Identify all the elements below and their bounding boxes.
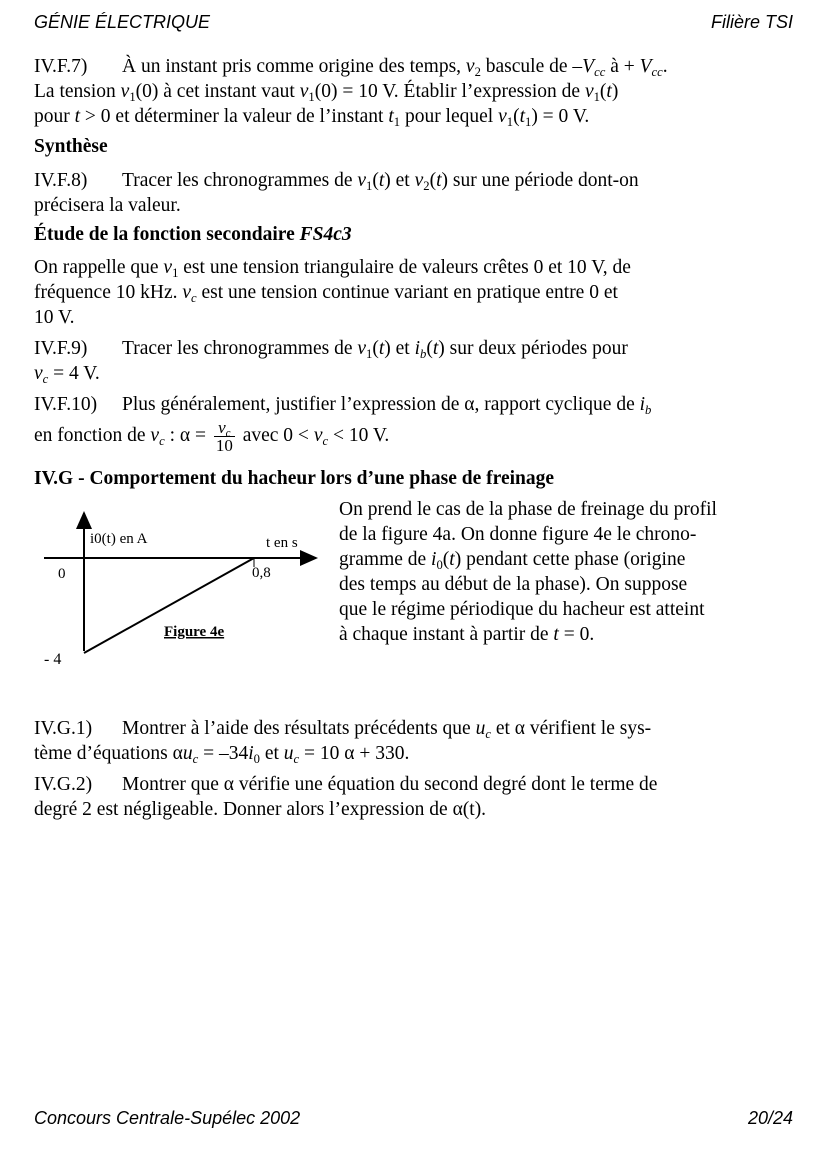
question-number: IV.F.7): [34, 56, 88, 77]
line: pour t > 0 et déterminer la valeur de l’instant $t_1$ pour lequel $v_1(t_1) = 0$ V.: [34, 106, 590, 129]
header-filiere: Filière TSI: [710, 12, 793, 32]
question-number: IV.F.9): [34, 338, 88, 359]
question-IVF7: [34, 54, 792, 129]
figure-4e: [34, 505, 334, 680]
line: $v_c = 4$ V.: [34, 363, 100, 386]
heading-synthese: Synthèse: [34, 136, 108, 157]
line: que le régime périodique du hacheur est atteint: [339, 599, 705, 620]
header-subject: GÉNIE ÉLECTRIQUE: [34, 12, 211, 32]
question-IVF9: [34, 336, 792, 386]
footer-exam: Concours Centrale-Supélec 2002: [34, 1108, 301, 1128]
heading-IVG: IV.G - Comportement du hacheur lors d’une phase de freinage: [34, 468, 555, 489]
line: à chaque instant à partir de t = 0.: [339, 624, 595, 645]
figure-caption: Figure 4e: [164, 624, 225, 640]
question-number: IV.G.1): [34, 718, 93, 739]
question-number: IV.F.10): [34, 394, 98, 415]
line: gramme de $i_0(t)$ pendant cette phase (origine: [339, 549, 686, 572]
paragraph-rappel: [34, 255, 792, 330]
tick-label-zero: 0: [58, 566, 66, 582]
line: de la figure 4a. On donne figure 4e le chrono-: [339, 524, 697, 545]
line: La tension $v_1(0)$ à cet instant vaut $v_1(0) = 10$ V. Établir l’expression de $v_1(t)$: [34, 81, 619, 104]
line: en fonction de $v_c$ : α = $\frac{v_c}{10}$ avec $0 < v_c < 10$ V.: [34, 418, 390, 456]
figure-side-text: [339, 497, 792, 647]
y-axis-label: i0(t) en A: [90, 531, 148, 547]
fraction: $\frac{v_c}{10}$: [215, 418, 233, 456]
line: IV.F.7) À un instant pris comme origine des temps, $v_2$ bascule de $-V_{cc}$ à + $V_{cc}$.: [34, 56, 668, 79]
line: On prend le cas de la phase de freinage du profil: [339, 499, 717, 520]
line: On rappelle que $v_1$ est une tension triangulaire de valeurs crêtes 0 et 10 V, de: [34, 257, 631, 280]
tick-label-minus4: - 4: [44, 651, 62, 668]
line: des temps au début de la phase). On suppose: [339, 574, 688, 595]
line: IV.F.10) Plus généralement, justifier l’expression de α, rapport cyclique de $i_b$: [34, 394, 652, 417]
line: IV.G.2) Montrer que α vérifie une équation du second degré dont le terme de: [34, 774, 658, 795]
question-number: IV.F.8): [34, 170, 88, 191]
question-IVF10: [34, 392, 792, 455]
line: tème d’équations $\alpha u_c = -34i_0$ et $u_c = 10$ α + 330.: [34, 743, 410, 766]
line: précisera la valeur.: [34, 195, 181, 216]
line: fréquence 10 kHz. $v_c$ est une tension continue variant en pratique entre 0 et: [34, 282, 618, 305]
line: IV.F.9) Tracer les chronogrammes de $v_1(t)$ et $i_b(t)$ sur deux périodes pour: [34, 338, 628, 361]
line: 10 V.: [34, 307, 75, 328]
line: IV.G.1) Montrer à l’aide des résultats précédents que $u_c$ et α vérifient le sys-: [34, 718, 652, 741]
line: IV.F.8) Tracer les chronogrammes de $v_1(t)$ et $v_2(t)$ sur une période dont-on: [34, 170, 639, 193]
question-IVG1: [34, 716, 792, 766]
figure-4e-chart: [34, 505, 334, 680]
heading-etude: Étude de la fonction secondaire FS4c3: [34, 224, 352, 245]
question-number: IV.G.2): [34, 774, 93, 795]
question-IVF8: [34, 168, 792, 218]
line: degré 2 est négligeable. Donner alors l’expression de α(t).: [34, 799, 487, 820]
footer-page: 20/24: [747, 1108, 793, 1128]
question-IVG2: [34, 772, 792, 822]
x-axis-label: t en s: [266, 535, 298, 551]
tick-label-0-8: 0,8: [252, 565, 271, 581]
